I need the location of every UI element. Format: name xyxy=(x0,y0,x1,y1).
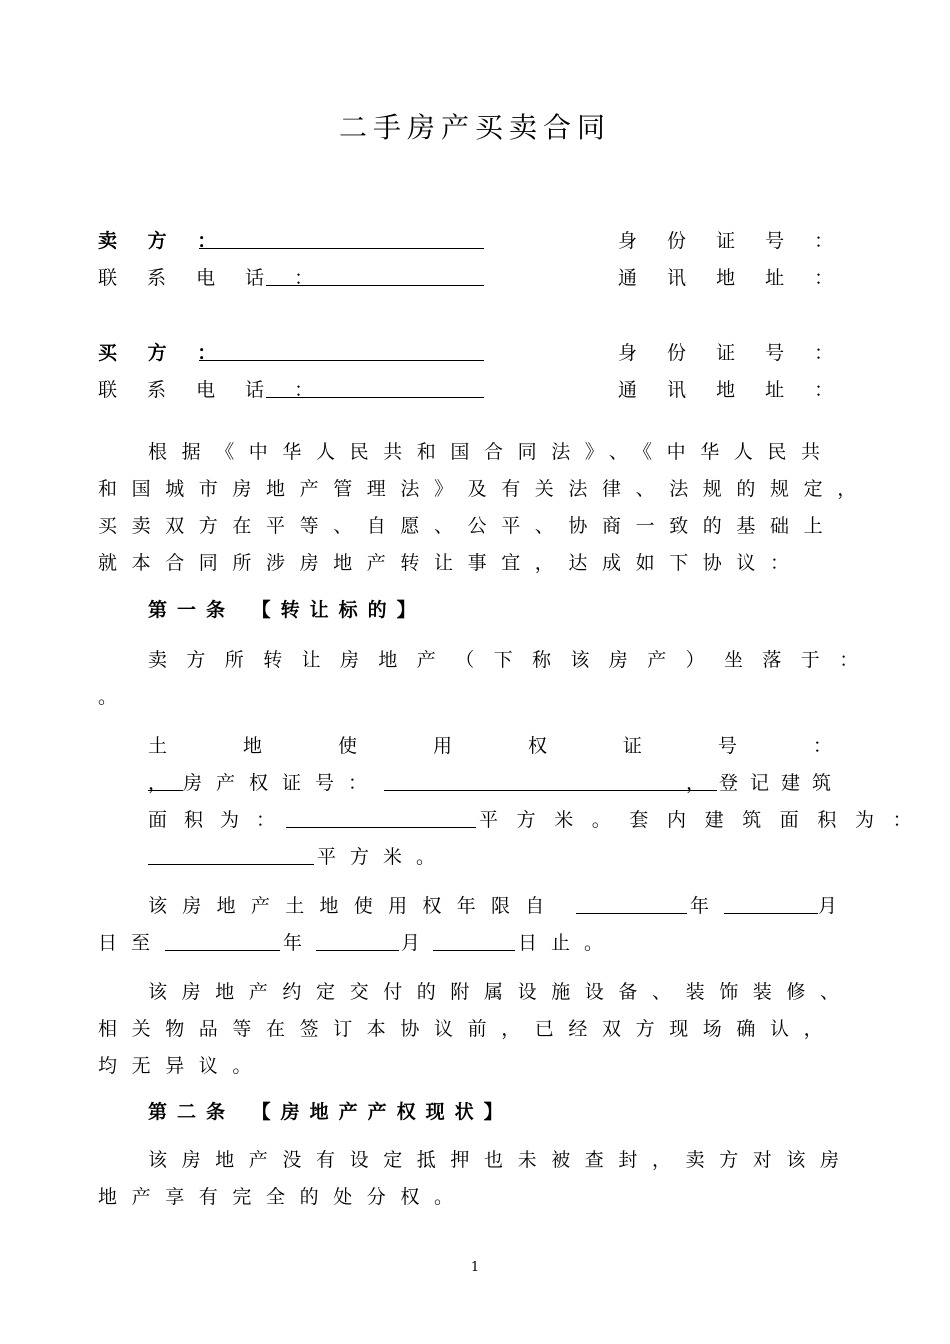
area-unit: 平方米。 xyxy=(317,846,450,868)
land-cert-char: 权 xyxy=(527,735,547,757)
buyer-id-label: 身 份 证 号 ： xyxy=(618,342,846,364)
facilities-line-3: 均无异议。 xyxy=(98,1055,267,1077)
facilities-line-2: 相关物品等在签订本协议前，已经双方现场确认， xyxy=(98,1018,838,1040)
preamble-line-3: 买卖双方在平等、自愿、公平、协商一致的基础上 xyxy=(98,515,838,537)
inner-area-label: 平方米。套内建筑面积为： xyxy=(479,809,931,831)
end-year-unit: 年 xyxy=(283,932,315,954)
document-title: 二手房产买卖合同 xyxy=(338,111,611,144)
article-1-location-end: 。 xyxy=(98,686,130,708)
seller-id-label: 身 份 证 号 ： xyxy=(618,230,846,252)
article-1-heading: 第一条 【转让标的】 xyxy=(148,599,426,621)
house-cert-number-blank[interactable] xyxy=(384,790,717,791)
start-day-to: 日至 xyxy=(98,932,165,954)
article-2-heading: 第二条 【房地产产权现状】 xyxy=(148,1101,513,1123)
land-cert-char: 用 xyxy=(432,735,452,757)
buyer-phone-label: 联 系 电 话 ： xyxy=(98,379,326,401)
land-cert-char: 证 xyxy=(622,735,642,757)
buyer-address-label: 通 讯 地 址 ： xyxy=(618,379,846,401)
article-1-location-line: 卖方所转让房地产（下称该房产）坐落于： xyxy=(148,649,878,671)
land-use-cert-label xyxy=(148,732,832,760)
inner-area-blank[interactable] xyxy=(148,864,314,865)
seller-phone-blank[interactable] xyxy=(266,285,484,286)
article-2-line-1: 该房地产没有设定抵押也未被查封，卖方对该房 xyxy=(148,1149,854,1171)
registered-area-label: 登记建筑 xyxy=(719,772,844,794)
end-year-blank[interactable] xyxy=(165,950,280,951)
end-day-blank[interactable] xyxy=(433,950,515,951)
seller-address-label: 通 讯 地 址 ： xyxy=(618,267,846,289)
comma-2: ， xyxy=(686,772,718,794)
preamble-line-4: 就本合同所涉房地产转让事宜，达成如下协议： xyxy=(98,552,804,574)
registered-area-blank[interactable] xyxy=(286,827,476,828)
buyer-phone-blank[interactable] xyxy=(266,397,484,398)
end-month-blank[interactable] xyxy=(316,950,399,951)
buyer-name-blank[interactable] xyxy=(199,360,484,361)
land-cert-char: 号 xyxy=(717,735,737,757)
comma-1: ， xyxy=(148,772,180,794)
house-cert-label: 房产权证号： xyxy=(183,772,382,794)
start-month-unit: 月 xyxy=(818,895,850,917)
land-cert-char: 使 xyxy=(337,735,357,757)
land-term-label: 该房地产土地使用权年限自 xyxy=(148,895,560,917)
start-year-unit: 年 xyxy=(690,895,722,917)
facilities-line-1: 该房地产约定交付的附属设施设备、装饰装修、 xyxy=(148,981,854,1003)
article-2-line-2: 地产享有完全的处分权。 xyxy=(98,1186,468,1208)
end-month-unit: 月 xyxy=(401,932,433,954)
land-cert-char: 土 xyxy=(148,735,168,757)
start-month-blank[interactable] xyxy=(724,913,818,914)
end-day-unit: 日止。 xyxy=(518,932,618,954)
page-number: 1 xyxy=(470,1260,480,1275)
start-year-blank[interactable] xyxy=(576,913,687,914)
seller-label: 卖 方 ： xyxy=(98,230,229,252)
area-label: 面积为： xyxy=(148,809,293,831)
preamble-line-1: 根据《中华人民共和国合同法》、《中华人民共 xyxy=(148,441,835,463)
seller-name-blank[interactable] xyxy=(199,248,484,249)
land-cert-char: ： xyxy=(812,735,832,757)
seller-phone-label: 联 系 电 话 ： xyxy=(98,267,326,289)
buyer-label: 买 方 ： xyxy=(98,342,229,364)
land-cert-char: 地 xyxy=(242,735,262,757)
preamble-line-2: 和国城市房地产管理法》及有关法律、法规的规定， xyxy=(98,478,871,500)
